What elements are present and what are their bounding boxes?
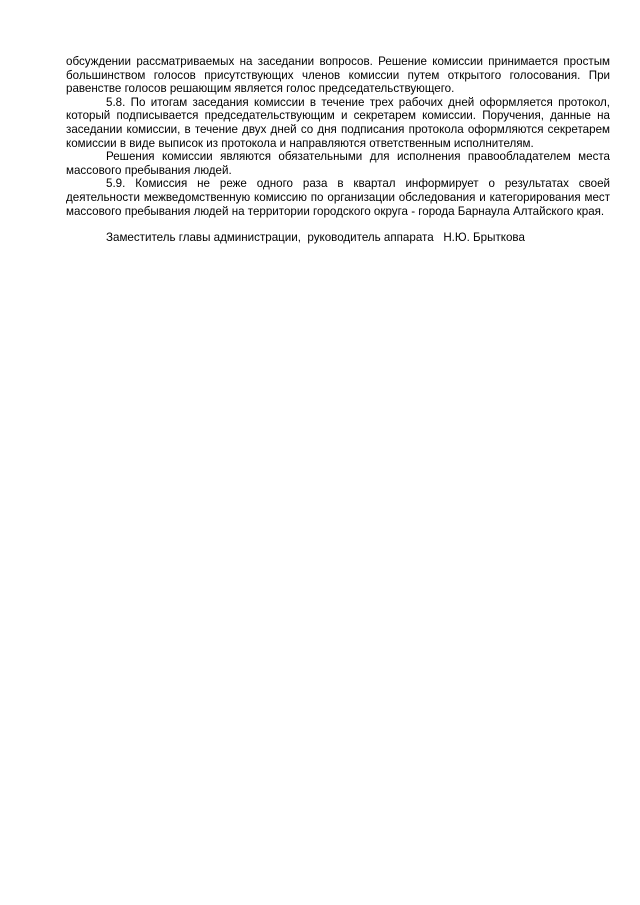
paragraph-5-9-reporting: 5.9. Комиссия не реже одного раза в квартал информирует о результатах своей деятельности межведомственную комиссию по организации обследования и категорирования мест массового пребывания людей на территории городского округа - города Барнаула Алтайского края. bbox=[66, 177, 610, 218]
paragraph-decisions-binding: Решения комиссии являются обязательными для исполнения правообладателем места массового пребывания людей. bbox=[66, 150, 610, 177]
paragraph-voting-rules: обсуждении рассматриваемых на заседании вопросов. Решение комиссии принимается простым большинством голосов присутствующих членов комиссии путем открытого голосования. При равенстве голосов решающим является голос председательствующего. bbox=[66, 55, 610, 96]
signature-line bbox=[66, 231, 610, 245]
signature-name: Н.Ю. Брыткова bbox=[443, 231, 525, 245]
document-page bbox=[66, 55, 610, 245]
signature-position: Заместитель главы администрации, руководитель аппарата bbox=[106, 231, 434, 245]
paragraph-5-8-protocol: 5.8. По итогам заседания комиссии в течение трех рабочих дней оформляется протокол, который подписывается председательствующим и секретарем комиссии. Поручения, данные на заседании комиссии, в течение двух дней со дня подписания протокола оформляются секретарем комиссии в виде выписок из протокола и направляются ответственным исполнителям. bbox=[66, 95, 610, 150]
